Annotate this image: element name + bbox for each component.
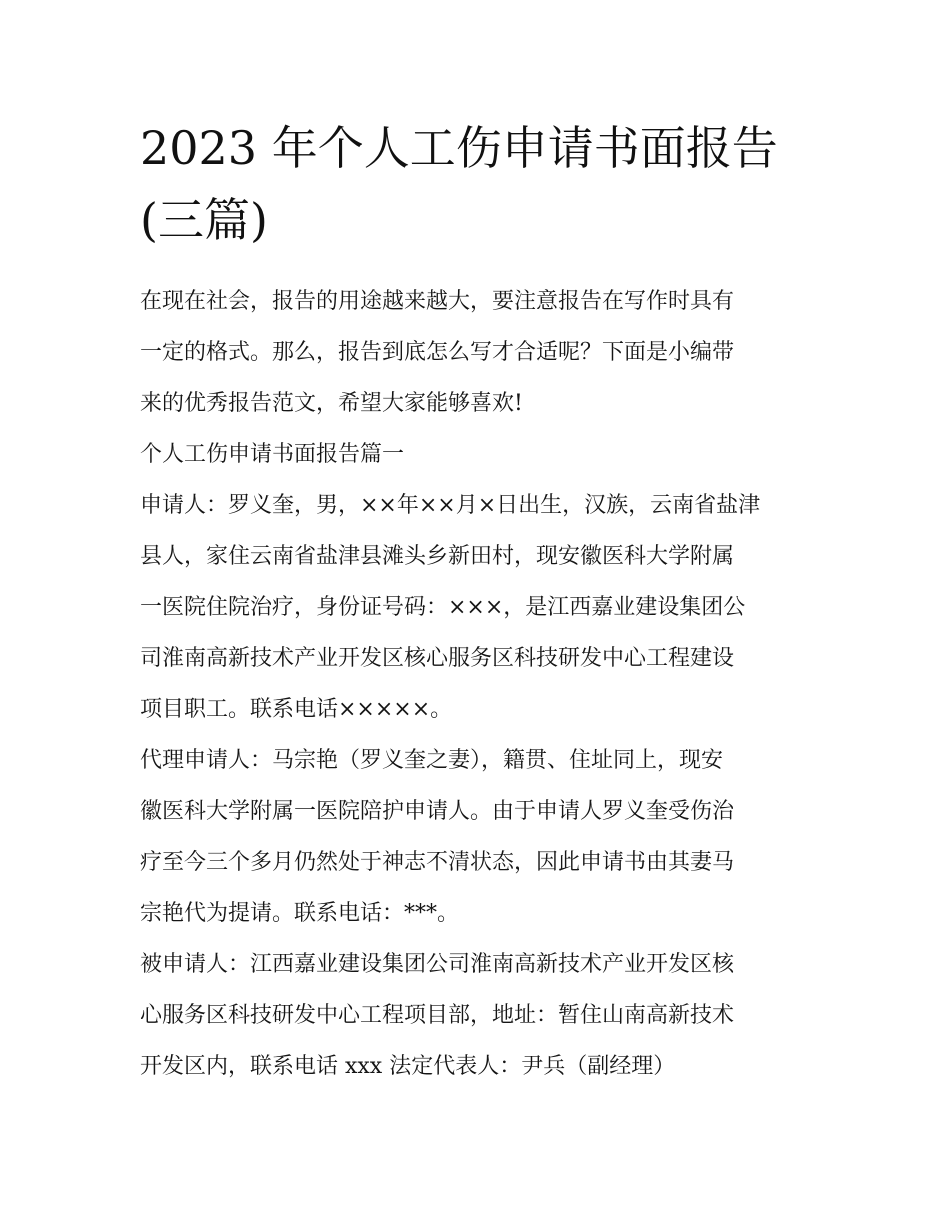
document-title (140, 112, 840, 256)
body-line: 被申请人：江西嘉业建设集团公司淮南高新技术产业开发区核 (140, 952, 735, 977)
body-line: 开发区内，联系电话 xxx 法定代表人：尹兵（副经理） (140, 1054, 676, 1079)
body-line: 来的优秀报告范文，希望大家能够喜欢! (140, 391, 523, 416)
body-line: 申请人：罗义奎，男，××年××月×日出生，汉族，云南省盐津 (140, 493, 761, 518)
body-line: 一医院住院治疗，身份证号码：×××，是江西嘉业建设集团公 (140, 595, 746, 620)
title-line-2: (三篇) (140, 193, 268, 247)
body-line: 宗艳代为提请。联系电话：***。 (140, 901, 460, 926)
body-line: 项目职工。联系电话×××××。 (140, 697, 453, 722)
section-heading: 个人工伤申请书面报告篇一 (140, 442, 405, 467)
body-line: 司淮南高新技术产业开发区核心服务区科技研发中心工程建设 (140, 646, 735, 671)
document-body (140, 276, 816, 1092)
title-line-1: 2023 年个人工伤申请书面报告 (140, 121, 778, 175)
body-line: 心服务区科技研发中心工程项目部，地址：暂住山南高新技术 (140, 1003, 735, 1028)
body-line: 一定的格式。那么，报告到底怎么写才合适呢？下面是小编带 (140, 340, 735, 365)
body-line: 县人，家住云南省盐津县滩头乡新田村，现安徽医科大学附属 (140, 544, 735, 569)
body-line: 疗至今三个多月仍然处于神志不清状态，因此申请书由其妻马 (140, 850, 735, 875)
body-line: 在现在社会，报告的用途越来越大，要注意报告在写作时具有 (140, 289, 735, 314)
body-line: 代理申请人：马宗艳（罗义奎之妻），籍贯、住址同上，现安 (140, 748, 724, 773)
body-line: 徽医科大学附属一医院陪护申请人。由于申请人罗义奎受伤治 (140, 799, 735, 824)
